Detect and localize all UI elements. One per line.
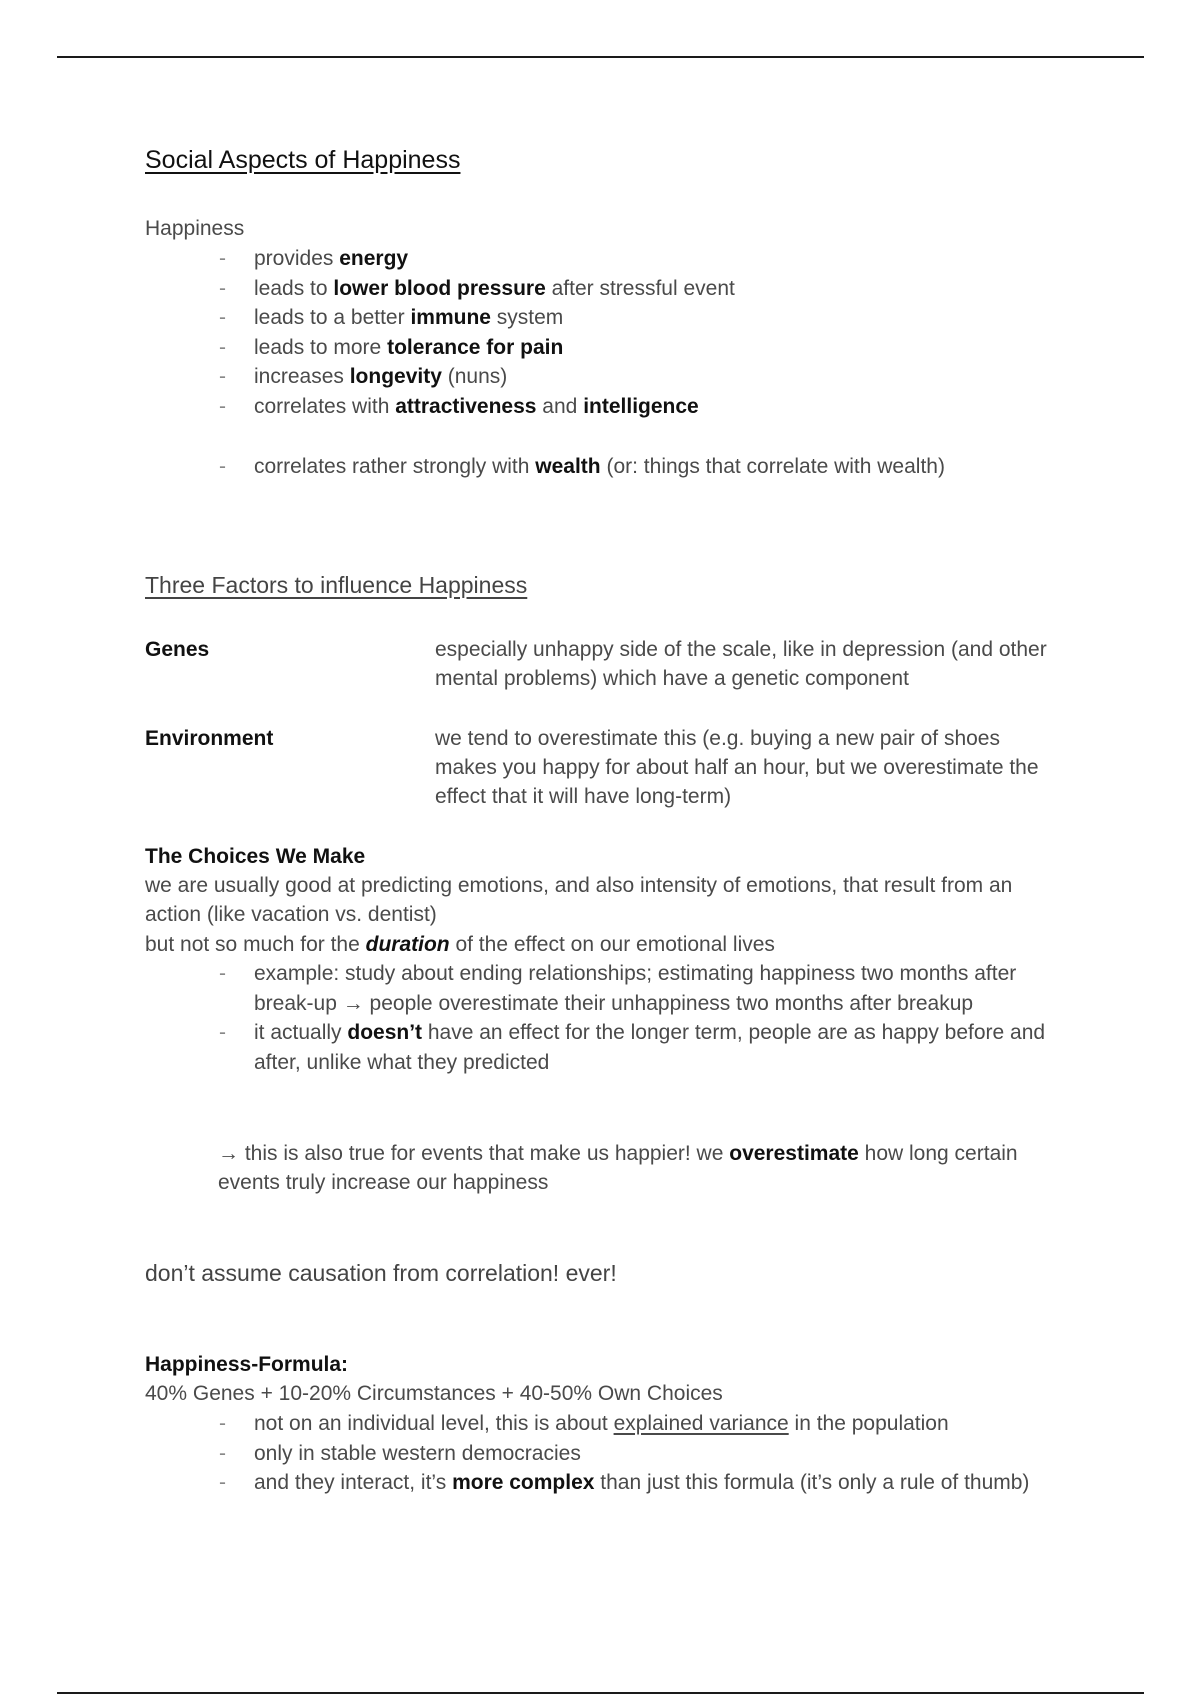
factor-description: especially unhappy side of the scale, like in depression (and other mental problems) which have a genetic component xyxy=(435,638,1047,690)
factor-description: we tend to overestimate this (e.g. buying a new pair of shoes makes you happy for about half an hour, but we overestimate the effect that it will have long-term) xyxy=(435,727,1039,808)
choices-duration: but not so much for the duration of the effect on our emotional lives xyxy=(145,933,775,956)
formula-heading: Happiness-Formula: xyxy=(145,1353,349,1376)
formula-notes xyxy=(145,1409,1065,1498)
factors-heading: Three Factors to influence Happiness xyxy=(145,572,528,598)
factor-label: Environment xyxy=(145,727,274,750)
choices-list xyxy=(145,959,1065,1077)
wealth-list xyxy=(145,452,1065,482)
formula-equation: 40% Genes + 10-20% Circumstances + 40-50% Own Choices xyxy=(145,1382,723,1405)
list-item: - it actually doesn’t have an effect for the longer term, people are as happy before and after, unlike what they predicted xyxy=(145,1018,1065,1077)
list-item: - leads to more tolerance for pain xyxy=(145,333,1065,363)
choices-note: → this is also true for events that make us happier! we overestimate how long certain events truly increase our happiness xyxy=(218,1142,1018,1194)
bottom-rule xyxy=(57,1692,1144,1694)
list-item: - and they interact, it’s more complex than just this formula (it’s only a rule of thumb) xyxy=(145,1468,1065,1498)
choices-heading: The Choices We Make xyxy=(145,845,366,868)
list-item: - correlates with attractiveness and intelligence xyxy=(145,392,1065,422)
happiness-heading: Happiness xyxy=(145,217,245,240)
page-title: Social Aspects of Happiness xyxy=(145,146,461,174)
list-item: - provides energy xyxy=(145,244,1065,274)
choices-intro: we are usually good at predicting emotions, and also intensity of emotions, that result from an action (like vacation vs. dentist) xyxy=(145,874,1013,926)
list-item: - leads to lower blood pressure after stressful event xyxy=(145,274,1065,304)
happiness-effects-list xyxy=(145,244,1065,421)
list-item: - example: study about ending relationships; estimating happiness two months after break-up → people overestimate their unhappiness two months after breakup xyxy=(145,959,1065,1018)
list-item: - only in stable western democracies xyxy=(145,1439,1065,1469)
factor-label: Genes xyxy=(145,638,210,661)
causation-note: don’t assume causation from correlation! ever! xyxy=(145,1260,617,1286)
list-item: - correlates rather strongly with wealth (or: things that correlate with wealth) xyxy=(145,452,1065,482)
list-item: - increases longevity (nuns) xyxy=(145,362,1065,392)
list-item: - not on an individual level, this is about explained variance in the population xyxy=(145,1409,1065,1439)
list-item: - leads to a better immune system xyxy=(145,303,1065,333)
top-rule xyxy=(57,56,1144,58)
